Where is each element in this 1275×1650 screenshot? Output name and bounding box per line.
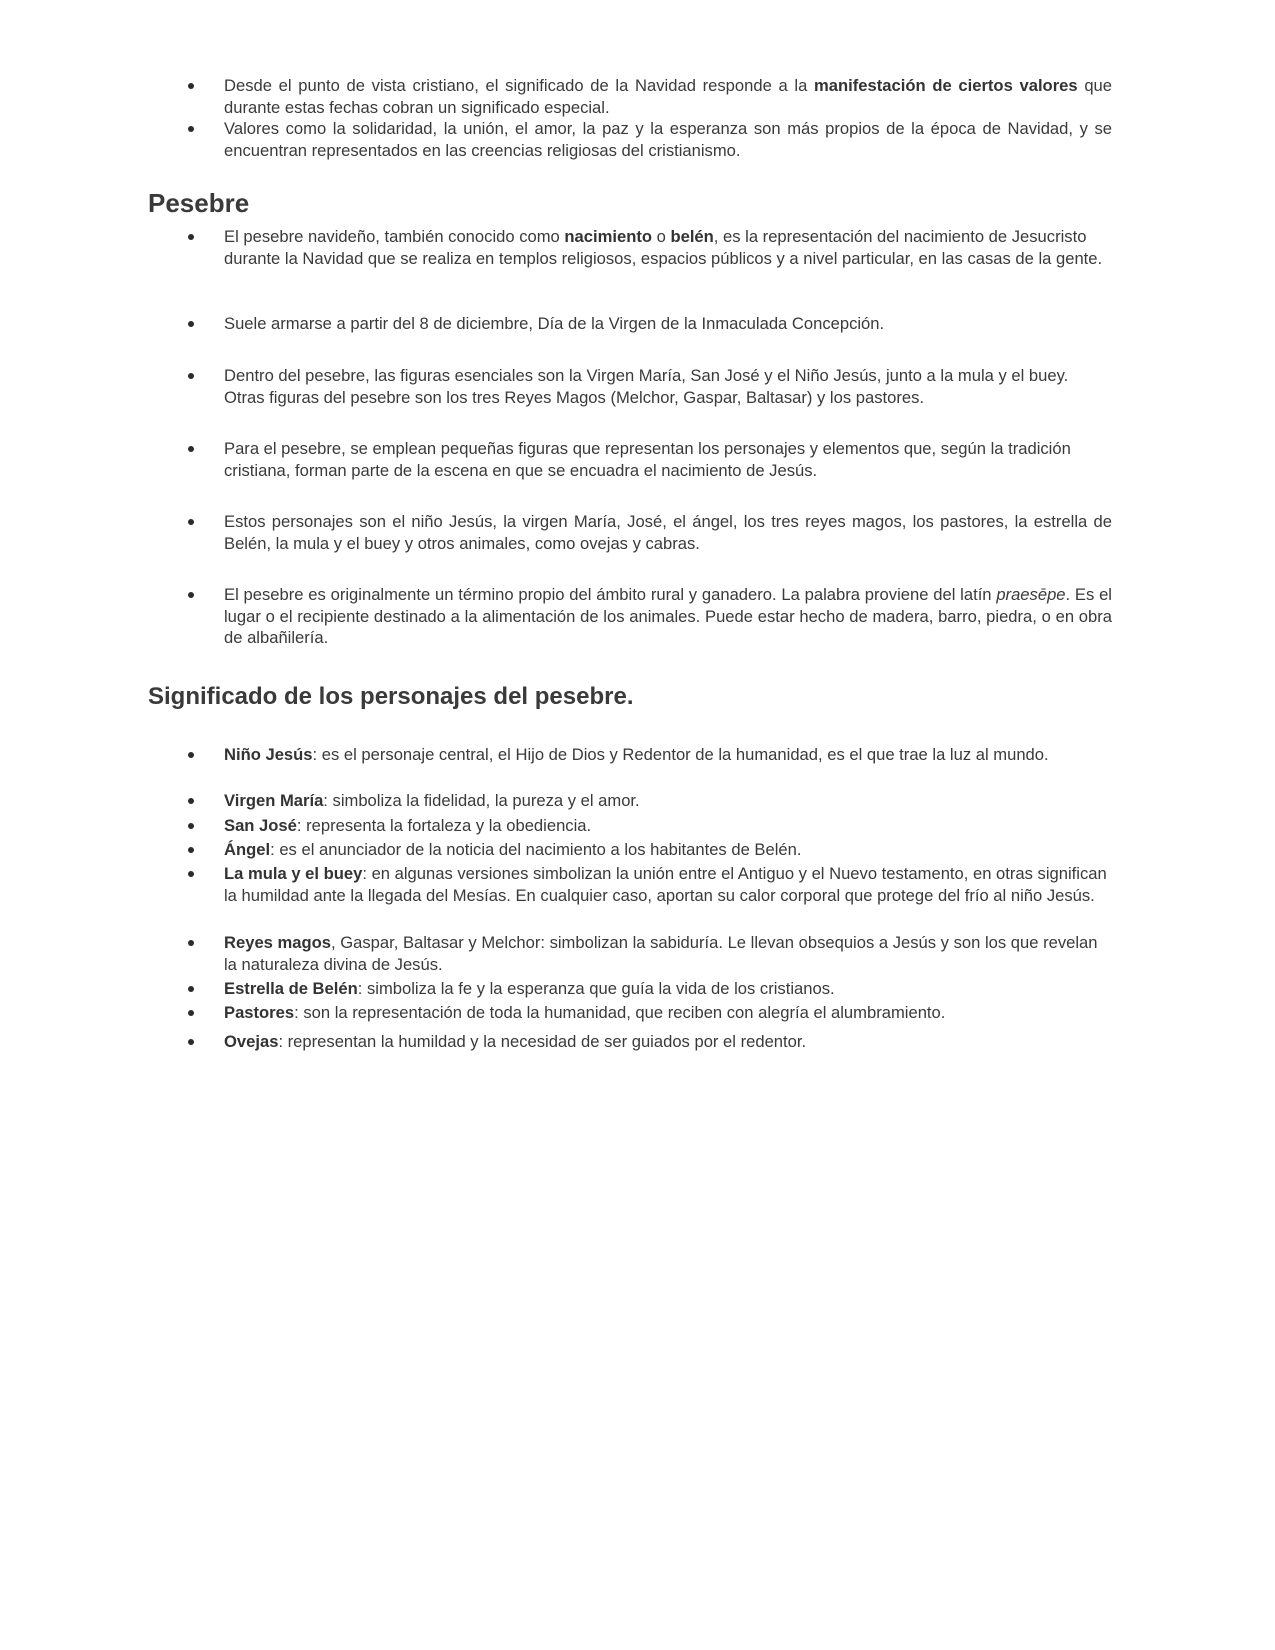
list-item: Dentro del pesebre, las figuras esenciales son la Virgen María, San José y el Niño Jesús, junto a la mula y el buey. Otras figuras del pesebre son los tres Reyes Magos (Melchor, Gaspar, Baltasar) y los pastores. [224,365,1112,408]
list-item: Pastores: son la representación de toda la humanidad, que reciben con alegría el alumbramiento. [224,1002,1112,1024]
section-title-pesebre: Pesebre [148,188,250,218]
list-item: El pesebre navideño, también conocido como nacimiento o belén, es la representación del nacimiento de Jesucristo durante la Navidad que se realiza en templos religiosos, espacios públicos y a nivel particular, en las casas de la gente. [224,226,1112,269]
list-item: Niño Jesús: es el personaje central, el Hijo de Dios y Redentor de la humanidad, es el que trae la luz al mundo. [224,744,1112,766]
list-item: Virgen María: simboliza la fidelidad, la pureza y el amor. [224,790,1112,812]
list-item: Estrella de Belén: simboliza la fe y la esperanza que guía la vida de los cristianos. [224,978,1112,1000]
list-item: San José: representa la fortaleza y la obediencia. [224,815,1112,837]
list-item: Desde el punto de vista cristiano, el significado de la Navidad responde a la manifestación de ciertos valores que durante estas fechas cobran un significado especial. [224,76,1113,117]
list-item: Ángel: es el anunciador de la noticia del nacimiento a los habitantes de Belén. [224,839,1112,861]
section-title-personajes: Significado de los personajes del pesebre. [148,683,634,710]
list-item: Valores como la solidaridad, la unión, el amor, la paz y la esperanza son más propios de la época de Navidad, y se encuentran representados en las creencias religiosas del cristianismo. [224,119,1112,160]
list-item: Reyes magos, Gaspar, Baltasar y Melchor: simbolizan la sabiduría. Le llevan obsequios a Jesús y son los que revelan la naturaleza divina de Jesús. [224,932,1112,975]
list-item: La mula y el buey: en algunas versiones simbolizan la unión entre el Antiguo y el Nuevo testamento, en otras significan la humildad ante la llegada del Mesías. En cualquier caso, aportan su calor corporal que protege del frío al niño Jesús. [224,863,1112,906]
list-item: Para el pesebre, se emplean pequeñas figuras que representan los personajes y elementos que, según la tradición cristiana, forman parte de la escena en que se encuadra el nacimiento de Jesús. [224,438,1112,481]
list-item: Ovejas: representan la humildad y la necesidad de ser guiados por el redentor. [224,1031,1112,1053]
list-item: Estos personajes son el niño Jesús, la virgen María, José, el ángel, los tres reyes magos, los pastores, la estrella de Belén, la mula y el buey y otros animales, como ovejas y cabras. [224,512,1112,553]
list-item: Suele armarse a partir del 8 de diciembre, Día de la Virgen de la Inmaculada Concepción. [224,313,1112,335]
list-item: El pesebre es originalmente un término propio del ámbito rural y ganadero. La palabra proviene del latín praesēpe. Es el lugar o el recipiente destinado a la alimentación de los animales. Puede estar hecho de madera, barro, piedra, o en obra de albañilería. [224,585,1112,647]
